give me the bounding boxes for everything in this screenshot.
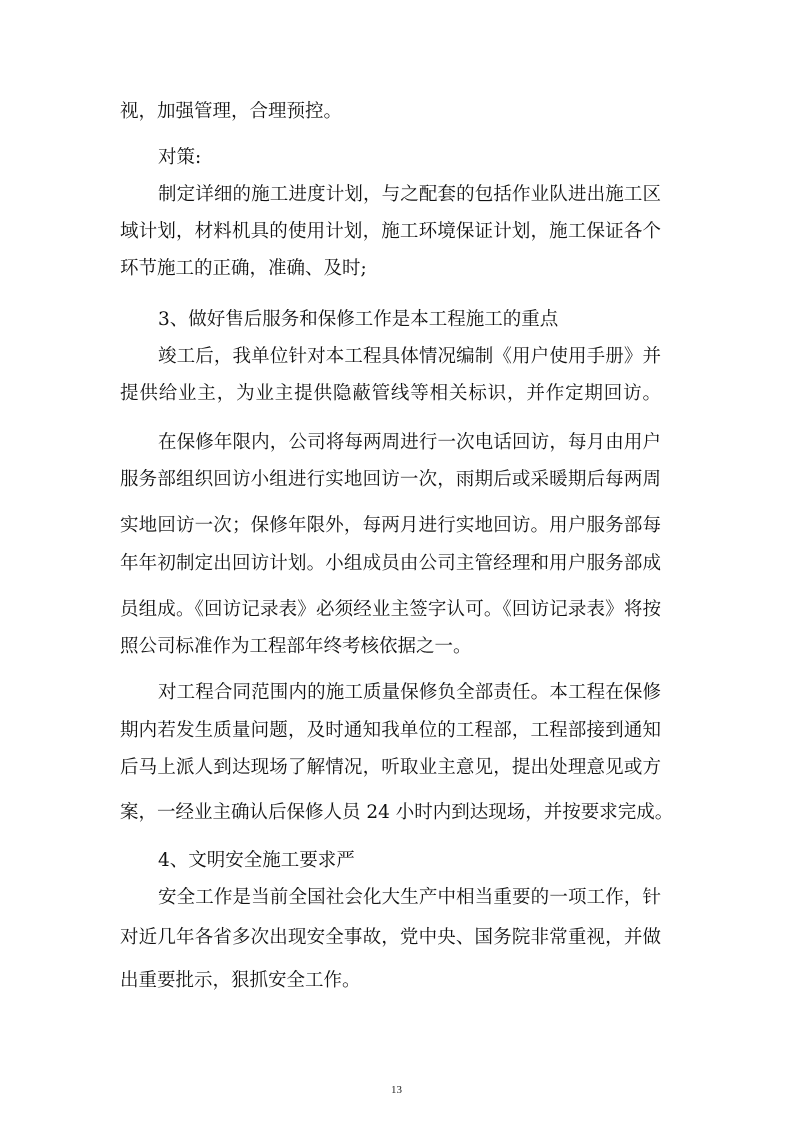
text-line: 实地回访一次；保修年限外，每两月进行实地回访。用户服务部每 (120, 515, 661, 536)
text-line: 出重要批示，狠抓安全工作。 (120, 970, 361, 991)
page-number: 13 (391, 1084, 402, 1096)
text-line: 视，加强管理，合理预控。 (120, 101, 343, 122)
section-heading: 4、文明安全施工要求严 (158, 850, 355, 871)
text-line: 案，一经业主确认后保修人员 24 小时内到达现场，并按要求完成。 (120, 802, 674, 823)
text-line: 提供给业主，为业主提供隐蔽管线等相关标识，并作定期回访。 (120, 383, 661, 404)
text-line: 期内若发生质量问题，及时通知我单位的工程部，工程部接到通知 (120, 720, 661, 741)
text-line: 竣工后，我单位针对本工程具体情况编制《用户使用手册》并 (158, 346, 661, 367)
text-line: 安全工作是当前全国社会化大生产中相当重要的一项工作，针 (158, 887, 661, 908)
text-line: 对近几年各省多次出现安全事故，党中央、国务院非常重视，并做 (120, 927, 661, 948)
text-line: 对策: (158, 147, 202, 168)
text-line: 照公司标准作为工程部年终考核依据之一。 (120, 636, 472, 657)
text-line: 对工程合同范围内的施工质量保修负全部责任。本工程在保修 (158, 682, 661, 703)
text-line: 在保修年限内，公司将每两周进行一次电话回访，每月由用户 (158, 432, 661, 453)
text-line: 环节施工的正确，准确、及时; (120, 258, 367, 279)
text-line: 制定详细的施工进度计划，与之配套的包括作业队进出施工区 (158, 184, 661, 205)
text-line: 服务部组织回访小组进行实地回访一次，雨期后或采暖期后每两周 (120, 469, 661, 490)
text-line: 年年初制定出回访计划。小组成员由公司主管经理和用户服务部成 (120, 553, 661, 574)
text-line: 员组成。《回访记录表》必须经业主签字认可。《回访记录表》将按 (120, 599, 661, 620)
section-heading: 3、做好售后服务和保修工作是本工程施工的重点 (158, 309, 559, 330)
text-line: 后马上派人到达现场了解情况，听取业主意见，提出处理意见或方 (120, 757, 661, 778)
text-line: 域计划，材料机具的使用计划，施工环境保证计划，施工保证各个 (120, 221, 661, 242)
